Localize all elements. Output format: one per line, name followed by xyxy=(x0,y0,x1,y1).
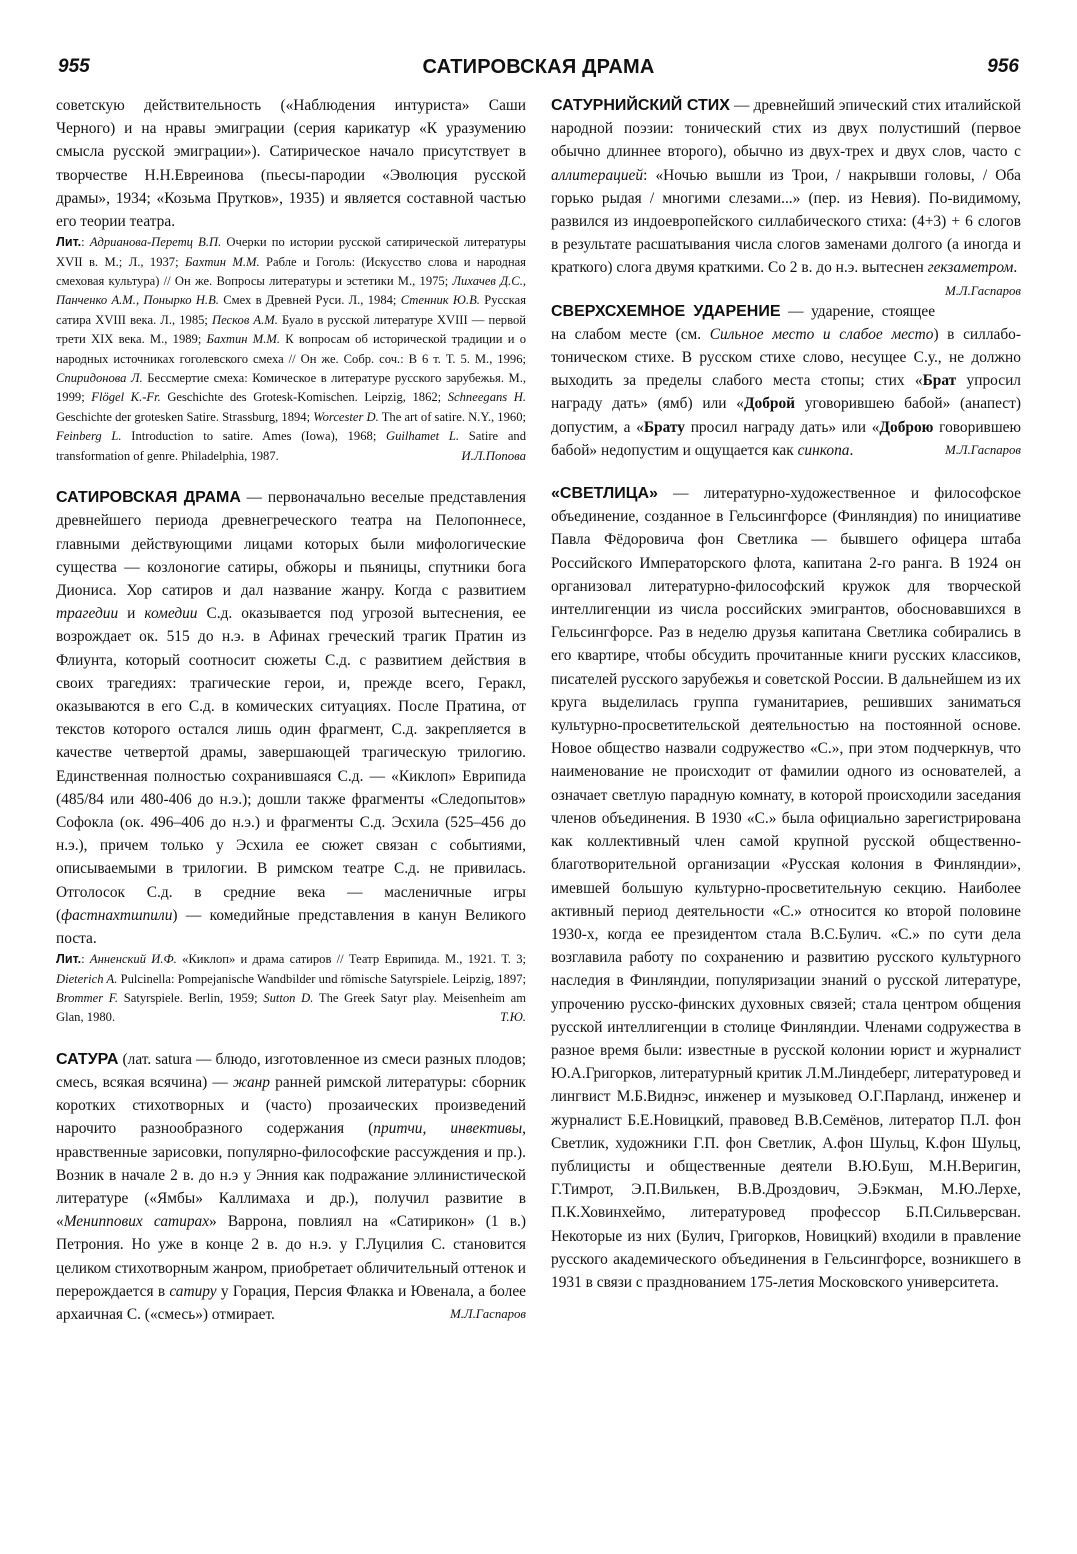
text-run: , нравственные зарисовки, популярно-философские рассуждения и пр.). Возник в начале 2 в. до н.э у Энния как подражание эллинистической литературе («Ямбы» Каллимаха и др.), получил развитие в « xyxy=(56,1120,527,1231)
text-run: Сильное место и слабое место xyxy=(709,325,934,343)
text-run: Брату xyxy=(643,418,685,436)
article-body xyxy=(56,1048,526,1326)
article-body xyxy=(551,94,1022,298)
article-body xyxy=(56,486,526,950)
text-run: гекзаметром xyxy=(927,259,1014,277)
text-run: Satire and transformation of genre. Philadelphia, 1987. xyxy=(56,429,527,463)
author-signature: М.Л.Гаспаров xyxy=(450,1307,526,1322)
text-run: притчи, инвективы xyxy=(373,1120,523,1138)
text-run: Geschichte der grotesken Satire. Strassburg, 1894; xyxy=(56,409,314,424)
text-run: Очерки по истории русской сатирической литературы XVII в. М.; Л., 1937; xyxy=(56,235,526,269)
article-continued xyxy=(56,94,526,466)
text-run: упросил награду дать» (ямб) или « xyxy=(551,372,1021,413)
running-title: САТИРОВСКАЯ ДРАМА xyxy=(422,56,655,78)
text-run: Guilhamet L. xyxy=(386,429,460,444)
text-run: The Greek Satyr play. Meisenheim am Glan, 1980. xyxy=(56,990,527,1025)
text-run: Geschichte des Grotesk-Komischen. Leipzig, 1862; xyxy=(160,390,448,405)
text-run: Feinberg L. xyxy=(56,429,122,444)
author-signature: И.Л.Попова xyxy=(461,448,526,463)
text-run: Бессмертие смеха: Комическое в литературе русского зарубежья. М., 1999; xyxy=(56,371,526,405)
text-run: синкопа xyxy=(797,441,850,459)
text-run: . xyxy=(849,441,854,459)
left-column xyxy=(56,94,526,1326)
text-run: Introduction to satire. Ames (Iowa), 1968; xyxy=(121,429,387,444)
text-run: ) в силлабо-тоническом стихе. В русском стихе слово, несущее С.у., не должно выходить за пределы слабого места стопы; стих « xyxy=(551,325,1021,390)
article-headword: САТУРНИЙСКИЙ СТИХ xyxy=(551,97,730,114)
text-run: Спиридонова Л. xyxy=(56,371,143,386)
text-run: С.д. оказывается под угрозой вытеснения, ее возрождает ок. 515 до н.э. в Афинах греческий трагик Пратин из Флиунта, который соотносит сюжеты С.д. с развитием действия в своих трагедиях: трагические герои, и, прежде всего, Геракл, оказываются в его С.д. в комических ситуациях. После Пратина, от текстов которого остался лишь один фрагмент, С.д. закрепляется в качестве четвертой драмы, завершающей трагическую трилогию. Единственная полностью сохранившаяся С.д. — «Киклоп» Еврипида (485/84 или 480-406 до н.э.); дошли также фрагменты «Следопытов» Софокла (ок. 496–406 до н.э.) и фрагменты С.д. Эсхила (525–456 до н.э.), причем только у Эсхила ее сюжет связан с событиями, описываемыми в трилогии. В римском театре С.д. не привилась. Отголосок С.д. в средние века — масленичные игры ( xyxy=(56,605,527,924)
author-signature: М.Л.Гаспаров xyxy=(945,283,1021,298)
text-run: — древнейший эпический стих италийской народной поэзии: тонический стих из двух полустиший (первое обычно длиннее второго), обычно из двух-трех и двух слов, часто с xyxy=(551,97,1022,161)
author-signature: М.Л.Гаспаров xyxy=(945,442,1021,457)
article-satura xyxy=(56,1048,526,1326)
page-header xyxy=(0,0,1077,90)
article-body xyxy=(56,94,526,233)
text-run: Буало в русской литературе XVIII — первой трети XIX века. М., 1989; xyxy=(56,312,526,347)
author-signature: Т.Ю. xyxy=(500,1010,526,1025)
article-body xyxy=(551,300,1021,462)
article-svetlitsa xyxy=(551,482,1021,1294)
text-run: Schneegans H. xyxy=(447,390,527,405)
article-headword: САТИРОВСКАЯ ДРАМА xyxy=(56,489,241,507)
text-run: «Киклоп» и драма сатиров // Театр Еврипида. М., 1921. Т. 3; xyxy=(176,952,526,967)
text-run: Бахтин М.М. xyxy=(206,332,280,347)
text-run: Лит. xyxy=(56,235,82,250)
text-run: сатиру xyxy=(169,1282,217,1300)
text-run: Смех в Древней Руси. Л., 1984; xyxy=(218,293,401,308)
article-hypermetrical-stress xyxy=(551,300,1021,462)
text-run: Dieterich A. xyxy=(56,971,118,986)
text-run: Worcester D. xyxy=(313,409,379,424)
text-run: . xyxy=(1013,259,1018,277)
bibliography xyxy=(56,233,526,466)
text-run: Flögel K.-Fr. xyxy=(91,390,161,405)
text-run: Бахтин М.М. xyxy=(185,254,260,269)
text-run: советскую действительность («Наблюдения интуриста» Саши Черного) и на нравы эмиграции (серия карикатур «К уразумению смысла русской эмиграции»). Сатирическое начало присутствует в творчестве Н.Н.Евреинова (пьесы-пародии «Эволюция русской драмы», 1934; «Козьма Прутков», 1935) и является составной частью его теории театра. xyxy=(56,97,526,231)
text-run: Доброй xyxy=(743,395,796,413)
text-run: Sutton D. xyxy=(263,990,314,1005)
right-column xyxy=(551,94,1021,1294)
article-headword: «СВЕТЛИЦА» xyxy=(551,485,658,503)
text-run: и xyxy=(118,605,145,623)
text-run: Адрианова-Перетц В.П. xyxy=(89,235,222,250)
text-run: ранней римской литературы: сборник коротких стихотворных и (часто) прозаических произведений нарочито разнообразного содержания ( xyxy=(56,1073,526,1138)
text-run: : xyxy=(81,235,90,250)
text-run: — первоначально веселые представления древнейшего периода древнегреческого театра на Пелопоннесе, главными действующими лицами которых были мифологические существа — козлоногие сатиры, обжоры и пьяницы, спутники бога Диониса. Хор сатиров и дал название жанру. Когда с развитием xyxy=(56,489,526,599)
text-run: уговорившею бабой» (анапест) допустим, а « xyxy=(551,395,1021,436)
text-run: просил награду дать» или « xyxy=(684,418,880,436)
text-run: Песков А.М. xyxy=(212,312,278,327)
text-run: Мениппових сатирах xyxy=(63,1213,210,1231)
text-run: фастнахтшпили xyxy=(61,906,173,924)
text-run: жанр xyxy=(232,1073,270,1091)
text-run: (лат. satura — блюдо, изготовленное из смеси разных плодов; смесь, всякая всячина) — xyxy=(56,1050,526,1091)
article-body xyxy=(551,482,1021,1294)
text-run: — ударение, стоящее на слабом месте (см. xyxy=(551,302,936,343)
text-run: Brommer F. xyxy=(56,990,119,1005)
article-satyr-drama xyxy=(56,486,526,1028)
text-run: говорившею бабой» недопустим и ощущается как xyxy=(551,418,1022,459)
text-run: Анненский И.Ф. xyxy=(89,952,177,967)
text-run: Доброю xyxy=(879,418,934,436)
text-run: : «Ночью вышли из Трои, / накрывши головы, / Оба горько рыдая / многими слезами...» (пер. из Невия). По-видимому, развился из индоевропейского силлабического стиха: (4+3) + 6 слогов в результате расшатывания числа слогов заменами долгого (а иногда и краткого) слога двумя краткими. Со 2 в. до н.э. вытеснен xyxy=(551,166,1021,277)
text-run: : xyxy=(81,952,90,967)
text-run: Pulcinella: Pompejanische Wandbilder und römische Satyrspiele. Leipzig, 1897; xyxy=(117,971,526,986)
text-run: Лихачев Д.С., Панченко А.М., Понырко Н.В. xyxy=(56,274,526,308)
text-run: — литературно-художественное и философское объединение, созданное в Гельсингфорсе (Финляндия) по инициативе Павла Фёдоровича фон Светлика — бывшего офицера штаба Российского Императорского флота, капитана 2-го ранга. В 1924 он организовал литературно-философский кружок для творческой интеллигенции из числа российских эмигрантов, обосновавшихся в Гельсингфорсе. Раз в неделю друзья капитана Светлика собирались в его квартире, чтобы обсудить прочитанные книги русских классиков, писателей русского зарубежья и советской России. В дальнейшем из их круга выделилась группа гуманитариев, решивших заниматься культурно-просветительской деятельностью на постоянной основе. Новое общество назвали содружество «С.», при этом подчеркнув, что наименование не происходит от фамилии одного из основателей, а означает светлую парадную комнату, в которой происходили заседания членов объединения. В 1930 «С.» была официально зарегистрирована как коллективный член самой крупной русской общественно-благотворительной организации «Русская колония в Финляндии», имевшей большую культурно-просветительную секцию. Наиболее активный период деятельности «С.» относится ко второй половине 1930-х, когда ее президентом стала В.С.Булич. «С.» по сути дела возглавила работу по сохранению и развитию русского культурного наследия в Финляндии, популяризации знаний о русской литературе, упрочению русско-финских духовных связей; стала центром общения русской интеллигенции в столице Финляндии. Членами содружества в разное время были: известные в русской колонии юрист и журналист Ю.А.Григорков, литературный критик Л.М.Линдеберг, литературовед и лингвист М.Б.Виднэс, инженер и музыковед О.Г.Парланд, инженер и журналист Б.Е.Новицкий, правовед В.В.Семёнов, литератор П.Л. фон Светлик, художники Г.П. фон Светлик, А.фон Шульц, К.фон Шульц, публицисты и общественные деятели В.Ю.Буш, М.Н.Веригин, Г.Тимрот, Э.П.Вилькен, В.В.Дроздович, Э.Бэкман, М.Ю.Лерхе, П.К.Ховинхеймо, литературовед профессор Б.П.Сильверсван. Некоторые из них (Булич, Григорков, Новицкий) входили в правление русского академического объединения в Гельсингфорсе, возникшего в 1931 в связи с празднованием 175-летия Московского университета. xyxy=(551,485,1021,1291)
text-run: Рабле и Гоголь: (Искусство слова и народная смеховая культура) // Он же. Вопросы литературы и эстетики М., 1975; xyxy=(56,254,526,289)
text-run: Satyrspiele. Berlin, 1959; xyxy=(118,990,264,1005)
bibliography xyxy=(56,950,526,1028)
text-run: Стенник Ю.В. xyxy=(400,293,480,308)
text-run: » Варрона, повлиял на «Сатирикон» (1 в.) Петрония. Но уже в конце 2 в. до н.э. у Г.Луцилия С. становится целиком стихотворным жанром, приобретает обличительный оттенок и перерождается в xyxy=(56,1213,526,1300)
text-run: Лит. xyxy=(56,952,82,967)
page-number-left: 955 xyxy=(58,56,90,77)
text-run: Брат xyxy=(922,372,957,390)
text-run: Русская сатира XVIII века. Л., 1985; xyxy=(56,293,526,327)
article-headword: САТУРА xyxy=(56,1050,119,1068)
text-run: у Горация, Персия Флакка и Ювенала, а более архаичная С. («смесь») отмирает. xyxy=(56,1282,526,1324)
page-number-right: 956 xyxy=(987,56,1019,77)
article-headword: СВЕРХСХЕМНОЕ УДАРЕНИЕ xyxy=(551,302,781,320)
article-saturnian-verse xyxy=(551,94,1022,298)
text-run: К вопросам об исторической традиции и о народных источниках гоголевского смеха // Он же. Собр. соч.: В 6 т. Т. 5. М., 1996; xyxy=(56,332,526,366)
text-run: ) — комедийные представления в канун Великого поста. xyxy=(56,906,526,947)
text-run: комедии xyxy=(144,605,198,623)
text-run: The art of satire. N.Y., 1960; xyxy=(378,409,526,424)
text-run: трагедии xyxy=(56,605,119,623)
text-run: аллитерацией xyxy=(551,166,644,184)
